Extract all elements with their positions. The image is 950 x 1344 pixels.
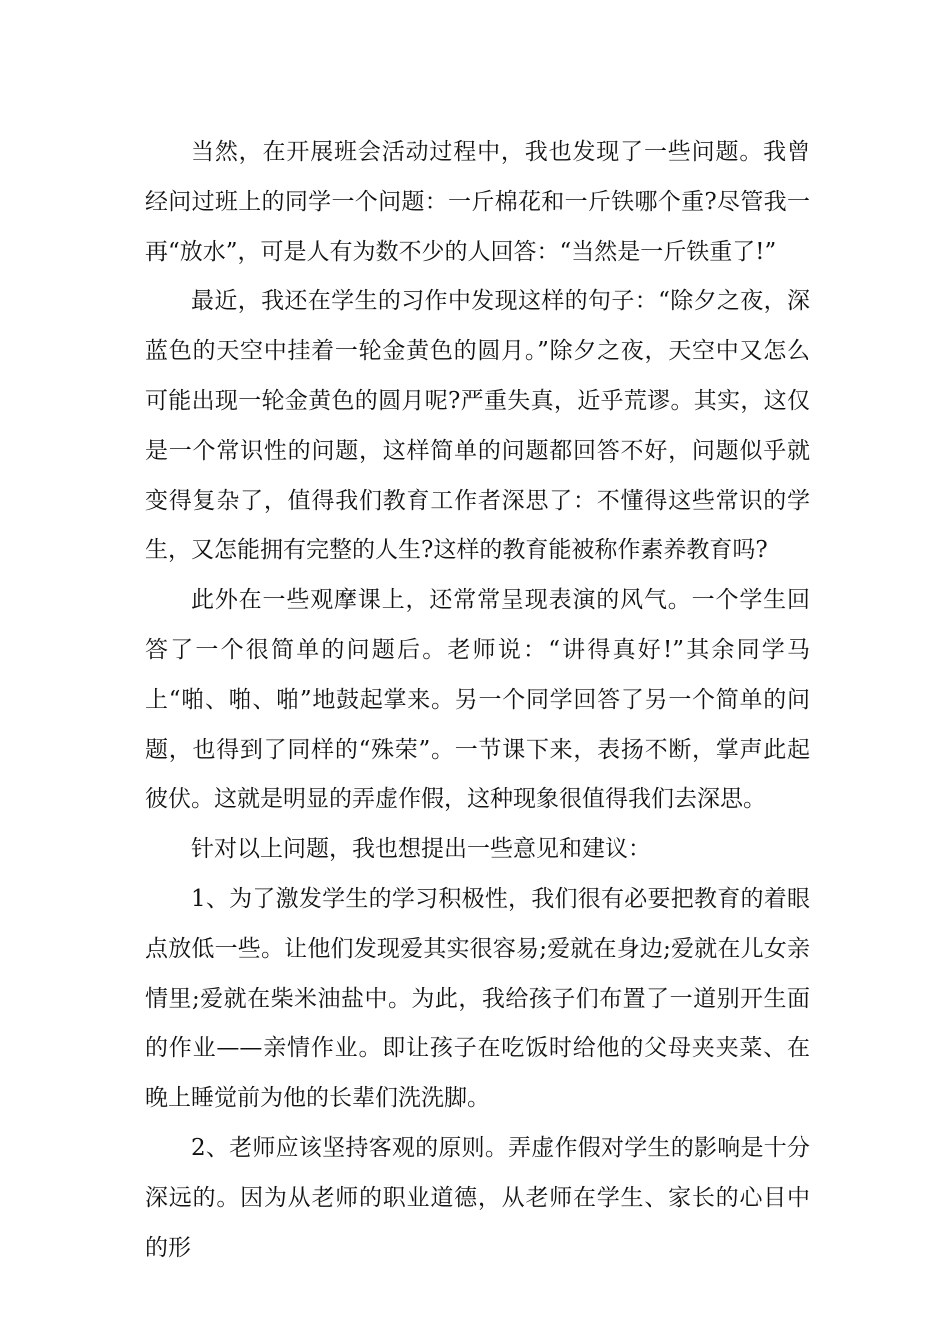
body-text — [145, 128, 810, 1273]
paragraph-student-writing: 最近，我还在学生的习作中发现这样的句子：“除夕之夜，深蓝色的天空中挂着一轮金黄色的圆月。”除夕之夜，天空中又怎么可能出现一轮金黄色的圆月呢?严重失真，近乎荒谬。其实，这仅是一个常识性的问题，这样简单的问题都回答不好，问题似乎就变得复杂了，值得我们教育工作者深思了：不懂得这些常识的学生，又怎能拥有完整的人生?这样的教育能被称作素养教育吗? — [145, 288, 810, 564]
paragraph-class-meeting-problems: 当然，在开展班会活动过程中，我也发现了一些问题。我曾经问过班上的同学一个问题：一斤棉花和一斤铁哪个重?尽管我一再“放水”，可是人有为数不少的人回答：“当然是一斤铁重了!” — [145, 139, 810, 265]
paragraph-suggestions-intro: 针对以上问题，我也想提出一些意见和建议： — [191, 836, 651, 863]
paragraph-observation-class: 此外在一些观摩课上，还常常呈现表演的风气。一个学生回答了一个很简单的问题后。老师说：“讲得真好!”其余同学马上“啪、啪、啪”地鼓起掌来。另一个同学回答了另一个简单的问题，也得到了同样的“殊荣”。一节课下来，表扬不断，掌声此起彼伏。这就是明显的弄虚作假，这种现象很值得我们去深思。 — [145, 587, 810, 813]
paragraph-suggestion-2: 2、老师应该坚持客观的原则。弄虚作假对学生的影响是十分深远的。因为从老师的职业道德，从老师在学生、家长的心目中的形 — [145, 1134, 810, 1261]
paragraph-suggestion-1: 1、为了激发学生的学习积极性，我们很有必要把教育的着眼点放低一些。让他们发现爱其实很容易;爱就在身边;爱就在儿女亲情里;爱就在柴米油盐中。为此，我给孩子们布置了一道别开生面的作业——亲情作业。即让孩子在吃饭时给他的父母夹夹菜、在晚上睡觉前为他的长辈们洗洗脚。 — [145, 885, 810, 1112]
